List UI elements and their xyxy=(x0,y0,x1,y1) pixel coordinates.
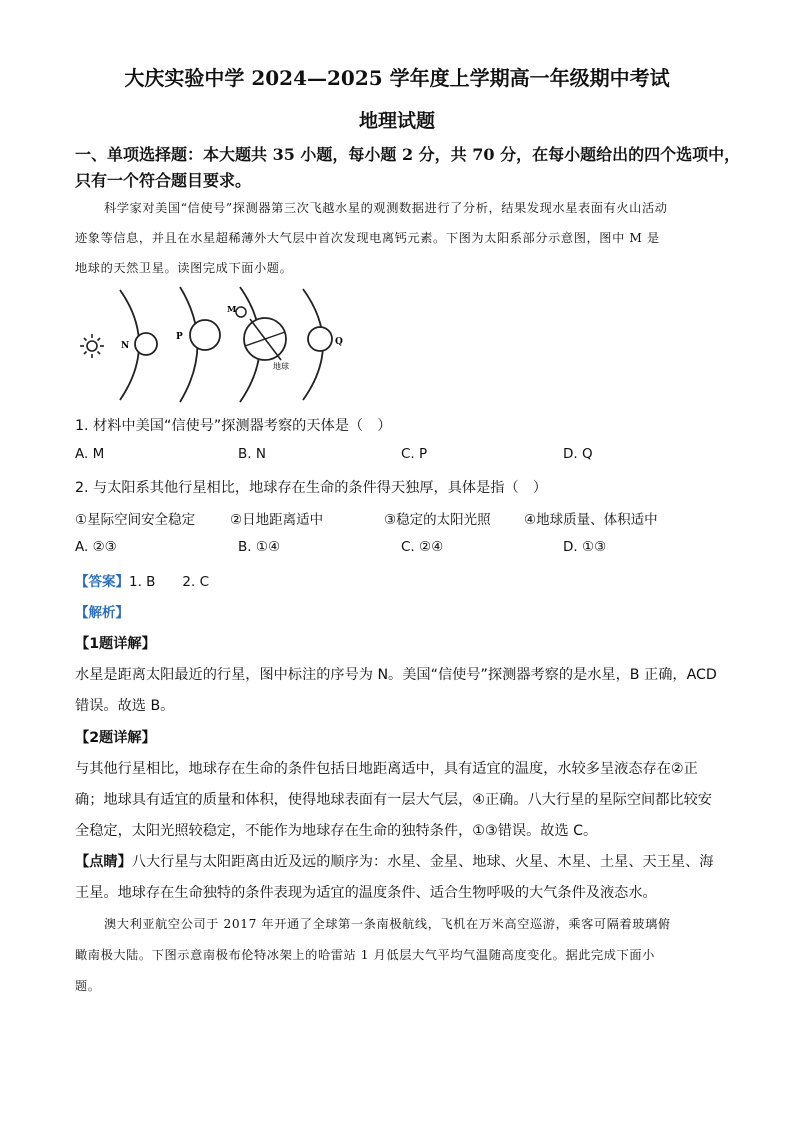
section-heading-line1: 一、单项选择题：本大题共 35 小题，每小题 2 分，共 70 分，在每小题给出的四个选项中， xyxy=(75,145,741,164)
detail2-line2: 确；地球具有适宜的质量和体积，使得地球表面有一层大气层，④正确。八大行星的星际空间都比较安 xyxy=(75,792,712,808)
q2-statement-1: ①星际空间安全稳定 xyxy=(75,512,196,528)
answer-label: 【答案】 xyxy=(75,574,129,590)
analysis-label: 【解析】 xyxy=(75,605,129,621)
label-n: N xyxy=(121,341,130,351)
q2-statement-4: ④地球质量、体积适中 xyxy=(524,512,658,528)
q1-option-a[interactable]: A. M xyxy=(75,446,105,462)
subject-title: 地理试题 xyxy=(358,110,435,132)
q2-stem: 2. 与太阳系其他行星相比，地球存在生命的条件得天独厚，具体是指（ ） xyxy=(75,480,548,496)
q2-statement-2: ②日地距离适中 xyxy=(230,512,324,528)
material2-line2: 瞰南极大陆。下图示意南极布伦特冰架上的哈雷站 1 月低层大气平均气温随高度变化。据此完成下面小 xyxy=(75,948,655,962)
detail2-line3: 全稳定，太阳光照较稳定，不能作为地球存在生命的独特条件，①③错误。故选 C。 xyxy=(75,823,598,839)
q1-option-c[interactable]: C. P xyxy=(401,446,428,462)
solar-system-diagram xyxy=(75,284,365,404)
detail1-line2: 错误。故选 B。 xyxy=(75,698,175,714)
planet-p xyxy=(190,320,220,350)
q1-stem: 1. 材料中美国“信使号”探测器考察的天体是（ ） xyxy=(75,418,392,434)
material1-line2: 迹象等信息，并且在水星超稀薄外大气层中首次发现电离钙元素。下图为太阳系部分示意图，图中 M 是 xyxy=(75,231,660,245)
q1-option-b[interactable]: B. N xyxy=(238,446,266,462)
label-m: M xyxy=(227,305,237,315)
material1-line1: 科学家对美国“信使号”探测器第三次飞越水星的观测数据进行了分析，结果发现水星表面有火山活动 xyxy=(104,201,668,215)
section-heading-line2: 只有一个符合题目要求。 xyxy=(75,171,252,190)
q1-option-d[interactable]: D. Q xyxy=(563,446,593,462)
q2-statement-3: ③稳定的太阳光照 xyxy=(384,512,491,528)
label-p: P xyxy=(176,332,183,342)
answer-text: 1. B 2. C xyxy=(129,574,210,590)
q2-option-b[interactable]: B. ①④ xyxy=(238,539,281,555)
detail2-line1: 与其他行星相比，地球存在生命的条件包括日地距离适中，具有适宜的温度，水较多呈液态存在②正 xyxy=(75,761,698,777)
detail1-label: 【1题详解】 xyxy=(75,636,156,652)
tip-label: 【点睛】 xyxy=(75,854,132,870)
planet-q xyxy=(308,327,332,351)
tip-line2: 王星。地球存在生命独特的条件表现为适宜的温度条件、适合生物呼吸的大气条件及液态水。 xyxy=(75,885,657,901)
q2-option-c[interactable]: C. ②④ xyxy=(401,539,444,555)
tip-row xyxy=(75,851,713,871)
q2-option-d[interactable]: D. ①③ xyxy=(563,539,607,555)
q2-option-a[interactable]: A. ②③ xyxy=(75,539,117,555)
exam-title: 大庆实验中学 2024—2025 学年度上学期高一年级期中考试 xyxy=(124,66,670,90)
material2-line3: 题。 xyxy=(75,979,101,993)
label-earth: 地球 xyxy=(273,362,289,371)
material2-line1: 澳大利亚航空公司于 2017 年开通了全球第一条南极航线，飞机在万米高空巡游，乘客可隔着玻璃俯 xyxy=(104,917,671,931)
answer-row xyxy=(75,570,209,590)
detail1-line1: 水星是距离太阳最近的行星，图中标注的序号为 N。美国“信使号”探测器考察的是水星，B 正确，ACD xyxy=(75,667,717,683)
moon-m xyxy=(236,307,246,317)
label-q: Q xyxy=(335,337,343,347)
sun-icon xyxy=(80,334,104,358)
material1-line3: 地球的天然卫星。读图完成下面小题。 xyxy=(75,261,293,275)
planet-n xyxy=(135,333,157,355)
detail2-label: 【2题详解】 xyxy=(75,730,156,746)
tip-line1: 八大行星与太阳距离由近及远的顺序为：水星、金星、地球、火星、木星、土星、天王星、海 xyxy=(131,854,714,870)
